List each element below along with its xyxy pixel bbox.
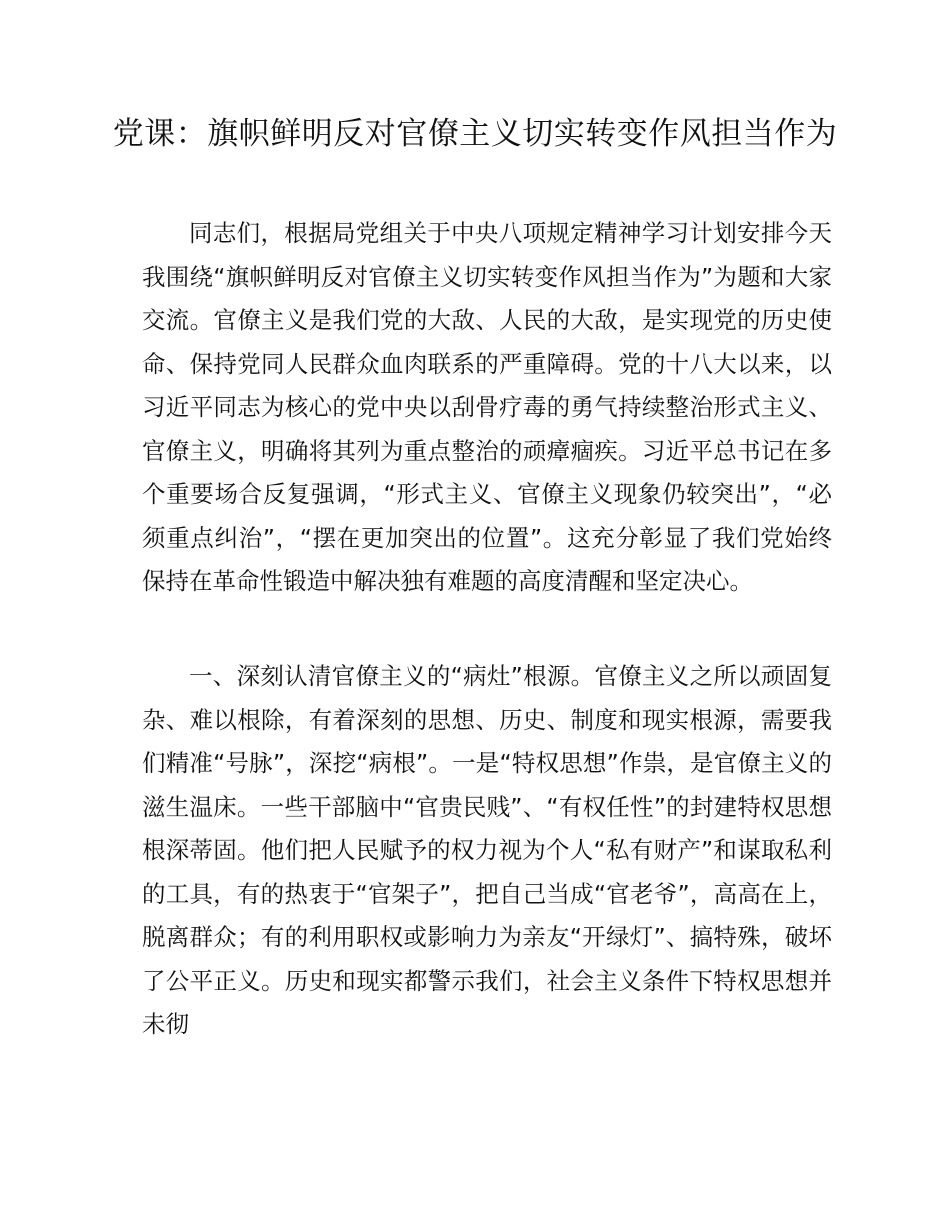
body-paragraph-section-one: 一、深刻认清官僚主义的“病灶”根源。官僚主义之所以顽固复杂、难以根除，有着深刻的思想、历史、制度和现实根源，需要我们精准“号脉”，深挖“病根”。一是“特权思想”作祟，是官僚主义的滋生温床。一些干部脑中“官贵民贱”、“有权任性”的封建特权思想根深蒂固。他们把人民赋予的权力视为个人“私有财产”和谋取私利的工具，有的热衷于“官架子”，把自己当成“官老爷”，高高在上，脱离群众；有的利用职权或影响力为亲友“开绿灯”、搞特殊，破坏了公平正义。历史和现实都警示我们，社会主义条件下特权思想并未彻 bbox=[142, 662, 832, 1038]
body-paragraph-intro: 同志们，根据局党组关于中央八项规定精神学习计划安排今天我围绕“旗帜鲜明反对官僚主义切实转变作风担当作为”为题和大家交流。官僚主义是我们党的大敌、人民的大敌，是实现党的历史使命、保持党同人民群众血肉联系的严重障碍。党的十八大以来，以习近平同志为核心的党中央以刮骨疗毒的勇气持续整治形式主义、官僚主义，明确将其列为重点整治的顽瘴痼疾。习近平总书记在多个重要场合反复强调，“形式主义、官僚主义现象仍较突出”，“必须重点纠治”，“摆在更加突出的位置”。这充分彰显了我们党始终保持在革命性锻造中解决独有难题的高度清醒和坚定决心。 bbox=[142, 219, 832, 595]
document-title: 党课：旗帜鲜明反对官僚主义切实转变作风担当作为 bbox=[112, 116, 838, 152]
